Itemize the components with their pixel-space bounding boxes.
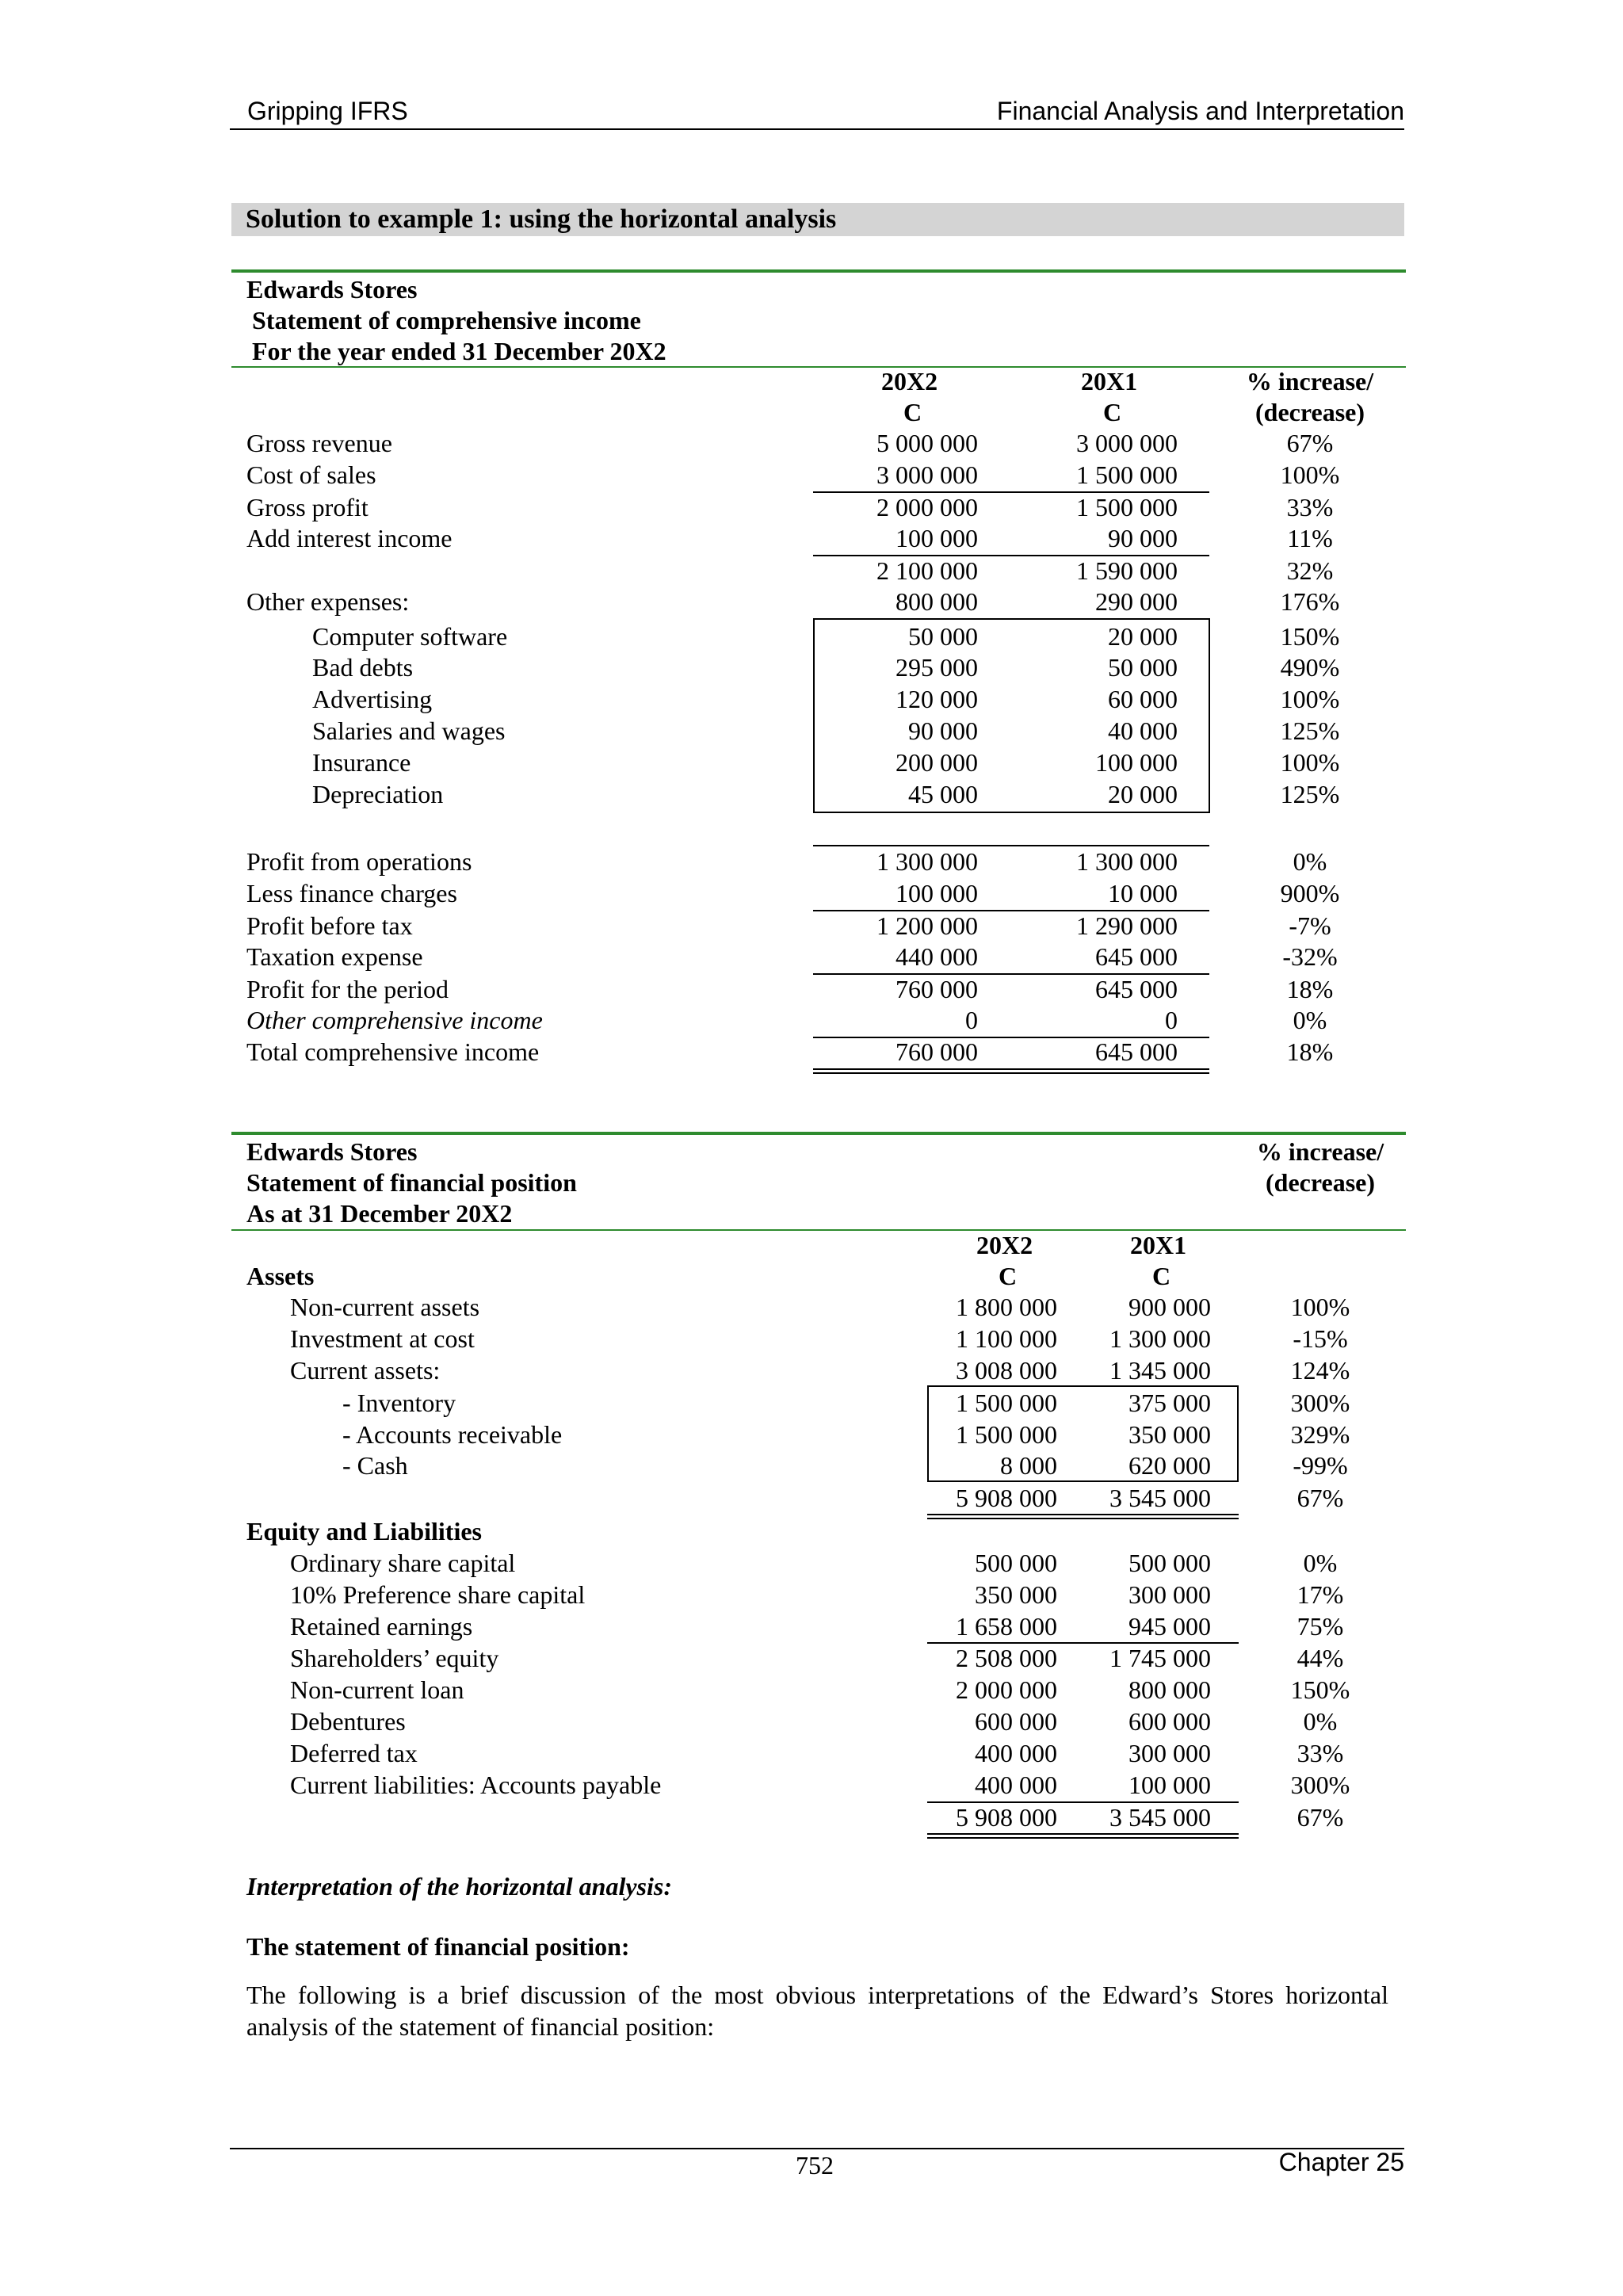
value-20x2: 100 000 xyxy=(896,879,978,907)
pct-change: 150% xyxy=(1280,622,1340,651)
table-row xyxy=(0,586,1623,617)
value-20x1: 1 500 000 xyxy=(1076,460,1178,489)
value-20x1: 350 000 xyxy=(1128,1420,1211,1449)
value-20x2: 800 000 xyxy=(896,587,978,616)
value-20x1: 20 000 xyxy=(1108,780,1178,808)
sofp-statement-title: Statement of financial position xyxy=(246,1168,577,1197)
value-20x1: 1 290 000 xyxy=(1076,911,1178,940)
value-20x2: 1 100 000 xyxy=(956,1324,1057,1353)
sofp-col-20x1: 20X1 xyxy=(1130,1231,1187,1259)
soci-pct-header-2: (decrease) xyxy=(1255,398,1365,426)
value-20x2: 2 508 000 xyxy=(956,1644,1057,1672)
pct-change: 0% xyxy=(1293,847,1327,876)
row-label: Total comprehensive income xyxy=(246,1037,540,1066)
pct-change: 900% xyxy=(1280,879,1340,907)
pct-change: 44% xyxy=(1296,1644,1344,1672)
value-20x2: 600 000 xyxy=(975,1707,1057,1736)
value-20x1: 20 000 xyxy=(1108,622,1178,651)
pct-change: 300% xyxy=(1290,1771,1350,1799)
value-20x2: 5 908 000 xyxy=(956,1484,1057,1512)
soci-currency-20x1: C xyxy=(1103,398,1122,426)
value-20x2: 200 000 xyxy=(896,748,978,777)
row-label: - Accounts receivable xyxy=(342,1420,563,1449)
value-20x2: 2 000 000 xyxy=(956,1675,1057,1704)
value-20x2: 1 800 000 xyxy=(956,1293,1057,1321)
pct-change: 100% xyxy=(1290,1293,1350,1321)
row-label: Current liabilities: Accounts payable xyxy=(290,1771,662,1799)
soci-top-rule xyxy=(231,269,1406,273)
pct-change: 33% xyxy=(1286,493,1334,521)
table-row xyxy=(0,1387,1623,1419)
pct-change: 125% xyxy=(1280,780,1340,808)
value-20x2: 440 000 xyxy=(896,942,978,971)
sofp-currency-20x2: C xyxy=(999,1262,1018,1290)
sofp-col-20x2: 20X2 xyxy=(976,1231,1033,1259)
sofp-column-header-row-2 xyxy=(0,1260,1623,1292)
value-20x1: 290 000 xyxy=(1095,587,1178,616)
row-label: Debentures xyxy=(290,1707,406,1736)
row-label: Insurance xyxy=(312,748,411,777)
sofp-company: Edwards Stores xyxy=(246,1137,418,1166)
value-20x2: 45 000 xyxy=(908,780,978,808)
value-20x2: 0 xyxy=(965,1006,978,1034)
pct-change: -7% xyxy=(1289,911,1331,940)
running-header-right: Financial Analysis and Interpretation xyxy=(996,97,1404,125)
value-20x1: 10 000 xyxy=(1108,879,1178,907)
pct-change: 67% xyxy=(1286,429,1334,457)
row-label: Investment at cost xyxy=(290,1324,475,1353)
value-20x1: 945 000 xyxy=(1128,1612,1211,1641)
table-row xyxy=(0,1547,1623,1579)
pct-change: 176% xyxy=(1280,587,1340,616)
sofp-discussion-heading: The statement of financial position: xyxy=(246,1932,630,1961)
table-row xyxy=(0,877,1623,909)
soci-column-header-row-2 xyxy=(0,396,1623,428)
value-20x2: 1 500 000 xyxy=(956,1389,1057,1417)
value-20x1: 600 000 xyxy=(1128,1707,1211,1736)
table-row xyxy=(0,1706,1623,1737)
value-20x1: 300 000 xyxy=(1128,1580,1211,1609)
value-20x2: 50 000 xyxy=(908,622,978,651)
pct-change: 33% xyxy=(1296,1739,1344,1767)
pct-change: 150% xyxy=(1290,1675,1350,1704)
value-20x1: 1 300 000 xyxy=(1076,847,1178,876)
header-rule xyxy=(230,128,1404,130)
row-label: Taxation expense xyxy=(246,942,423,971)
value-20x1: 1 745 000 xyxy=(1109,1644,1211,1672)
pct-change: 18% xyxy=(1286,1037,1334,1066)
value-20x1: 800 000 xyxy=(1128,1675,1211,1704)
value-20x2: 8 000 xyxy=(1000,1451,1057,1480)
value-20x1: 645 000 xyxy=(1095,1037,1178,1066)
row-label: Current assets: xyxy=(290,1356,441,1385)
table-row xyxy=(0,651,1623,683)
value-20x1: 500 000 xyxy=(1128,1549,1211,1577)
value-20x1: 645 000 xyxy=(1095,942,1178,971)
row-label: Ordinary share capital xyxy=(290,1549,516,1577)
value-20x2: 3 008 000 xyxy=(956,1356,1057,1385)
row-label: Shareholders’ equity xyxy=(290,1644,499,1672)
row-label: Other comprehensive income xyxy=(246,1006,543,1034)
value-20x1: 1 500 000 xyxy=(1076,493,1178,521)
sofp-currency-20x1: C xyxy=(1152,1262,1171,1290)
soci-company: Edwards Stores xyxy=(246,275,418,304)
value-20x1: 3 545 000 xyxy=(1109,1484,1211,1512)
soci-currency-20x2: C xyxy=(903,398,922,426)
table-row xyxy=(0,1642,1623,1674)
value-20x2: 90 000 xyxy=(908,716,978,745)
assets-heading: Assets xyxy=(246,1262,315,1290)
value-20x2: 1 300 000 xyxy=(876,847,978,876)
row-label: Gross revenue xyxy=(246,429,392,457)
value-20x2: 400 000 xyxy=(975,1739,1057,1767)
value-20x1: 0 xyxy=(1165,1006,1178,1034)
solution-banner xyxy=(231,203,1404,236)
value-20x2: 400 000 xyxy=(975,1771,1057,1799)
total-double-rule-top xyxy=(927,1833,1239,1835)
row-label: Computer software xyxy=(312,622,508,651)
table-row xyxy=(0,1801,1623,1833)
value-20x1: 3 000 000 xyxy=(1076,429,1178,457)
table-row xyxy=(0,846,1623,877)
value-20x1: 300 000 xyxy=(1128,1739,1211,1767)
pct-change: -99% xyxy=(1293,1451,1348,1480)
value-20x2: 100 000 xyxy=(896,524,978,552)
value-20x2: 295 000 xyxy=(896,653,978,682)
pct-change: 490% xyxy=(1280,653,1340,682)
pct-change: 75% xyxy=(1296,1612,1344,1641)
page-number: 752 xyxy=(796,2151,834,2179)
value-20x1: 620 000 xyxy=(1128,1451,1211,1480)
table-row xyxy=(0,715,1623,747)
table-row xyxy=(0,683,1623,715)
value-20x2: 500 000 xyxy=(975,1549,1057,1577)
table-row xyxy=(0,1354,1623,1386)
pct-change: 17% xyxy=(1296,1580,1344,1609)
total-double-rule-bottom xyxy=(927,1837,1239,1839)
row-label: Less finance charges xyxy=(246,879,457,907)
value-20x1: 60 000 xyxy=(1108,685,1178,713)
soci-statement-title: Statement of comprehensive income xyxy=(252,306,641,334)
value-20x1: 645 000 xyxy=(1095,975,1178,1003)
value-20x1: 1 345 000 xyxy=(1109,1356,1211,1385)
table-row xyxy=(0,1323,1623,1354)
value-20x2: 3 000 000 xyxy=(876,460,978,489)
total-double-rule-top xyxy=(813,1068,1209,1070)
pct-change: 67% xyxy=(1296,1484,1344,1512)
sofp-period: As at 31 December 20X2 xyxy=(246,1199,513,1228)
value-20x1: 1 590 000 xyxy=(1076,556,1178,585)
sofp-top-rule xyxy=(231,1132,1406,1135)
value-20x1: 375 000 xyxy=(1128,1389,1211,1417)
table-row xyxy=(0,1036,1623,1068)
table-row xyxy=(0,910,1623,942)
row-label: 10% Preference share capital xyxy=(290,1580,586,1609)
soci-col-20x1: 20X1 xyxy=(1081,367,1138,395)
pct-change: 0% xyxy=(1303,1549,1338,1577)
pct-change: 32% xyxy=(1286,556,1334,585)
sofp-column-header-row-1 xyxy=(0,1229,1623,1261)
soci-pct-header: % increase/ xyxy=(1246,367,1374,395)
total-double-rule-bottom xyxy=(813,1072,1209,1074)
chapter-label: Chapter 25 xyxy=(1278,2148,1404,2176)
value-20x2: 5 908 000 xyxy=(956,1803,1057,1832)
pct-change: 125% xyxy=(1280,716,1340,745)
value-20x1: 90 000 xyxy=(1108,524,1178,552)
pct-change: 0% xyxy=(1293,1006,1327,1034)
value-20x2: 1 500 000 xyxy=(956,1420,1057,1449)
table-row xyxy=(0,1450,1623,1481)
value-20x1: 1 300 000 xyxy=(1109,1324,1211,1353)
pct-change: 0% xyxy=(1303,1707,1338,1736)
table-row xyxy=(0,1482,1623,1514)
value-20x2: 5 000 000 xyxy=(876,429,978,457)
table-row xyxy=(0,1291,1623,1323)
row-label: - Inventory xyxy=(342,1389,456,1417)
pct-change: -15% xyxy=(1293,1324,1348,1353)
row-label: Retained earnings xyxy=(290,1612,473,1641)
sofp-pct-header-2: (decrease) xyxy=(1266,1168,1375,1197)
table-row xyxy=(0,1579,1623,1610)
row-label: Salaries and wages xyxy=(312,716,506,745)
row-label: Deferred tax xyxy=(290,1739,418,1767)
discussion-paragraph: The following is a brief discussion of the most obvious interpretations of the Edward’s Stores horizontal analysis of the statement of financial position: xyxy=(246,1981,1388,2041)
pct-change: 11% xyxy=(1287,524,1333,552)
value-20x2: 350 000 xyxy=(975,1580,1057,1609)
value-20x1: 100 000 xyxy=(1095,748,1178,777)
row-label: Depreciation xyxy=(312,780,444,808)
table-row xyxy=(0,1419,1623,1450)
pct-change: 124% xyxy=(1290,1356,1350,1385)
table-row xyxy=(0,621,1623,652)
table-row xyxy=(0,941,1623,972)
pct-change: 300% xyxy=(1290,1389,1350,1417)
row-label: Profit from operations xyxy=(246,847,472,876)
table-row xyxy=(0,747,1623,778)
value-20x2: 120 000 xyxy=(896,685,978,713)
value-20x2: 760 000 xyxy=(896,1037,978,1066)
value-20x2: 2 000 000 xyxy=(876,493,978,521)
soci-column-header-row-1 xyxy=(0,365,1623,397)
equity-heading-row xyxy=(0,1515,1623,1547)
row-label: Other expenses: xyxy=(246,587,410,616)
table-row xyxy=(0,1674,1623,1706)
table-row xyxy=(0,522,1623,554)
value-20x2: 1 658 000 xyxy=(956,1612,1057,1641)
table-row xyxy=(0,778,1623,810)
row-label: Non-current assets xyxy=(290,1293,480,1321)
table-row xyxy=(0,973,1623,1005)
value-20x1: 100 000 xyxy=(1128,1771,1211,1799)
table-row xyxy=(0,1769,1623,1801)
row-label: Advertising xyxy=(312,685,433,713)
value-20x1: 3 545 000 xyxy=(1109,1803,1211,1832)
interpretation-heading: Interpretation of the horizontal analysis: xyxy=(246,1872,672,1901)
solution-title: Solution to example 1: using the horizontal analysis xyxy=(246,204,837,234)
table-row xyxy=(0,427,1623,459)
sofp-pct-header: % increase/ xyxy=(1256,1137,1384,1166)
value-20x1: 40 000 xyxy=(1108,716,1178,745)
pct-change: 100% xyxy=(1280,460,1340,489)
pct-change: 329% xyxy=(1290,1420,1350,1449)
running-header-left: Gripping IFRS xyxy=(247,97,408,125)
soci-col-20x2: 20X2 xyxy=(881,367,938,395)
table-row xyxy=(0,491,1623,523)
pct-change: -32% xyxy=(1282,942,1338,971)
value-20x2: 1 200 000 xyxy=(876,911,978,940)
table-row xyxy=(0,555,1623,586)
table-row xyxy=(0,1004,1623,1036)
row-label: Profit for the period xyxy=(246,975,449,1003)
pct-change: 18% xyxy=(1286,975,1334,1003)
table-row xyxy=(0,1610,1623,1642)
value-20x1: 900 000 xyxy=(1128,1293,1211,1321)
row-label: Add interest income xyxy=(246,524,453,552)
equity-liabilities-heading: Equity and Liabilities xyxy=(246,1517,482,1545)
row-label: Profit before tax xyxy=(246,911,413,940)
pct-change: 100% xyxy=(1280,748,1340,777)
row-label: Cost of sales xyxy=(246,460,376,489)
row-label: Non-current loan xyxy=(290,1675,464,1704)
pct-change: 100% xyxy=(1280,685,1340,713)
pct-change: 67% xyxy=(1296,1803,1344,1832)
value-20x2: 760 000 xyxy=(896,975,978,1003)
value-20x2: 2 100 000 xyxy=(876,556,978,585)
row-label: Gross profit xyxy=(246,493,369,521)
table-row xyxy=(0,1737,1623,1769)
row-label: - Cash xyxy=(342,1451,408,1480)
soci-period: For the year ended 31 December 20X2 xyxy=(252,337,666,365)
value-20x1: 50 000 xyxy=(1108,653,1178,682)
row-label: Bad debts xyxy=(312,653,414,682)
table-row xyxy=(0,459,1623,491)
